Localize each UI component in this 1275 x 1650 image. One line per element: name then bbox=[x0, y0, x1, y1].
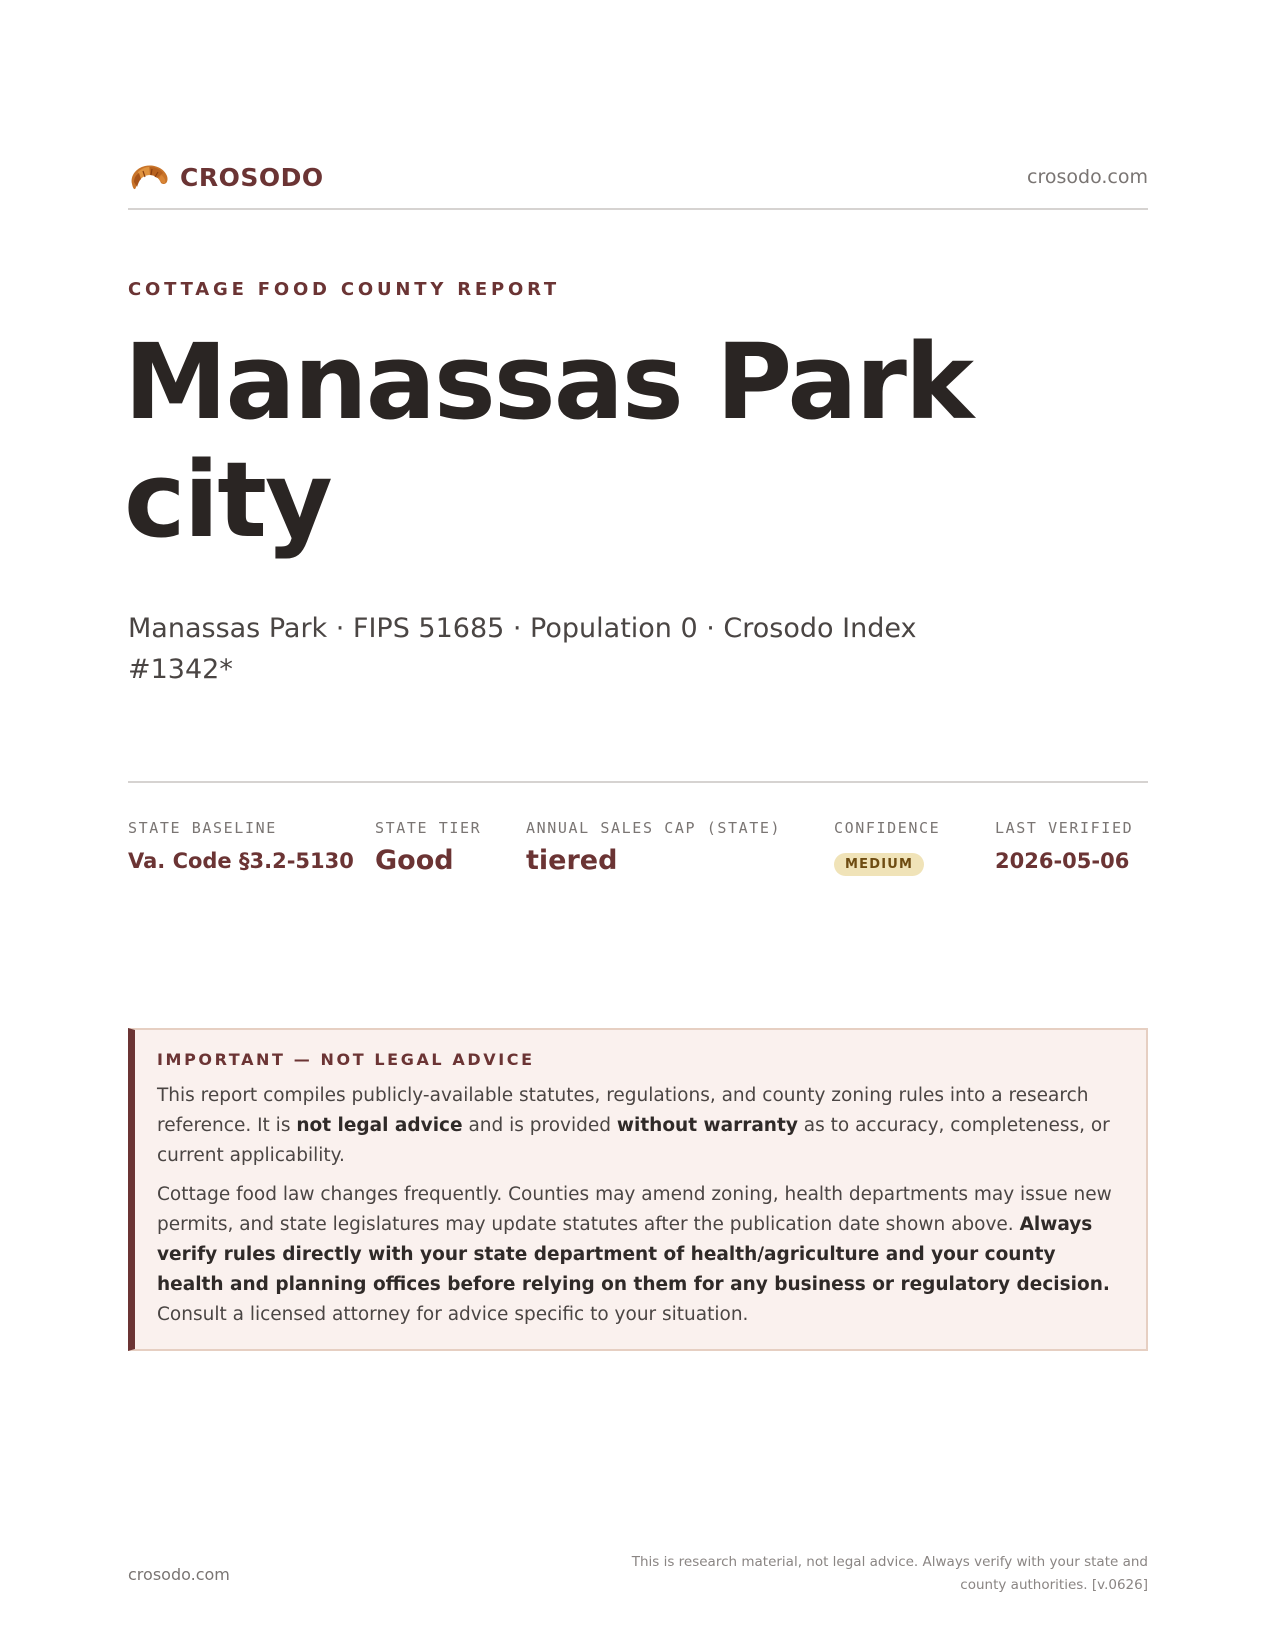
title-line-1: Manassas Park bbox=[124, 321, 973, 443]
fact-annual-sales-cap bbox=[526, 819, 781, 876]
notice-emphasis: Always verify rules directly with your state department of health/agriculture and your county health and planning offices before relying on them for any business or regulatory decision. bbox=[157, 1214, 1110, 1295]
footer-disclaimer: This is research material, not legal advice. Always verify with your state and county authorities. [v.0626] bbox=[631, 1554, 1148, 1593]
page-header bbox=[128, 158, 1148, 210]
fact-state-tier bbox=[375, 819, 481, 876]
fact-value: Va. Code §3.2-5130 bbox=[128, 849, 354, 873]
notice-emphasis: not legal advice bbox=[296, 1115, 463, 1136]
legal-notice bbox=[128, 1028, 1148, 1351]
title-line-2: city bbox=[124, 439, 331, 561]
notice-text: and is provided bbox=[462, 1115, 617, 1136]
notice-text: as to accuracy, completeness, or current applicability. bbox=[157, 1115, 1110, 1166]
site-url[interactable]: crosodo.com bbox=[1027, 166, 1148, 188]
fact-label: LAST VERIFIED bbox=[995, 819, 1134, 837]
notice-paragraph-1 bbox=[157, 1081, 1122, 1171]
brand-logo bbox=[128, 158, 324, 196]
fact-label: CONFIDENCE bbox=[834, 819, 941, 837]
notice-text: This report compiles publicly-available statutes, regulations, and county zoning rules into a research reference. It is bbox=[157, 1085, 1089, 1136]
fact-label: STATE TIER bbox=[375, 819, 482, 837]
report-subtitle: Manassas Park · FIPS 51685 · Population 0 · Crosodo Index #1342* bbox=[128, 613, 917, 685]
notice-heading: IMPORTANT — NOT LEGAL ADVICE bbox=[157, 1050, 535, 1069]
notice-text: Consult a licensed attorney for advice specific to your situation. bbox=[157, 1304, 749, 1325]
notice-text: Cottage food law changes frequently. Counties may amend zoning, health departments may issue new permits, and state legislatures may update statutes after the publication date shown above. bbox=[157, 1184, 1112, 1235]
fact-last-verified bbox=[995, 819, 1133, 873]
fact-state-baseline bbox=[128, 819, 354, 873]
fact-confidence bbox=[834, 819, 940, 876]
croissant-icon bbox=[128, 158, 170, 196]
report-page bbox=[124, 0, 1148, 1650]
notice-paragraph-2 bbox=[157, 1180, 1122, 1330]
fact-value: Good bbox=[375, 845, 454, 876]
facts-row bbox=[128, 781, 1148, 876]
notice-emphasis: without warranty bbox=[616, 1115, 798, 1136]
report-kicker: COTTAGE FOOD COUNTY REPORT bbox=[128, 279, 561, 300]
page-title bbox=[124, 323, 1124, 559]
confidence-badge: MEDIUM bbox=[834, 853, 924, 876]
fact-label: STATE BASELINE bbox=[128, 819, 277, 837]
fact-value: tiered bbox=[526, 845, 618, 876]
footer-site-url[interactable]: crosodo.com bbox=[128, 1565, 230, 1584]
fact-label: ANNUAL SALES CAP (STATE) bbox=[526, 819, 782, 837]
brand-name: CROSODO bbox=[180, 162, 324, 192]
fact-value: 2026-05-06 bbox=[995, 849, 1130, 873]
